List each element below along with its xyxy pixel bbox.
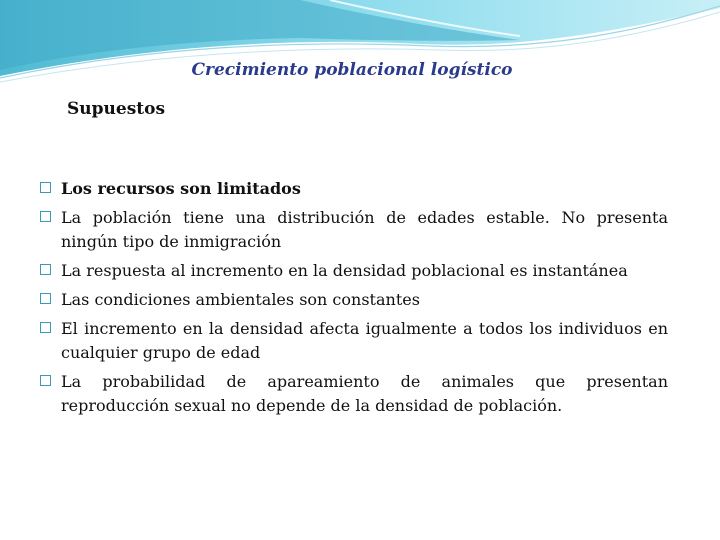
bullet-item [40,370,668,418]
bullet-item [40,177,668,201]
bullet-text: La respuesta al incremento en la densidad poblacional es instantánea [61,261,628,280]
bullet-item [40,206,668,254]
bullet-item [40,317,668,365]
square-outline-icon [40,375,51,386]
square-outline-icon [40,264,51,275]
slide-subtitle: Supuestos [67,99,166,119]
assumptions-list [40,177,668,423]
square-outline-icon [40,293,51,304]
bullet-item [40,288,668,312]
square-outline-icon [40,322,51,333]
bullet-text: El incremento en la densidad afecta igualmente a todos los individuos en cualquier grupo de edad [61,319,668,362]
bullet-text: La población tiene una distribución de edades estable. No presenta ningún tipo de inmigración [61,208,668,251]
bullet-text: La probabilidad de apareamiento de animales que presentan reproducción sexual no depende de la densidad de población. [61,372,668,415]
square-outline-icon [40,211,51,222]
square-outline-icon [40,182,51,193]
bullet-item [40,259,668,283]
slide-title: Crecimiento poblacional logístico [191,60,513,80]
bullet-text: Los recursos son limitados [61,179,301,198]
bullet-text: Las condiciones ambientales son constantes [61,290,420,309]
